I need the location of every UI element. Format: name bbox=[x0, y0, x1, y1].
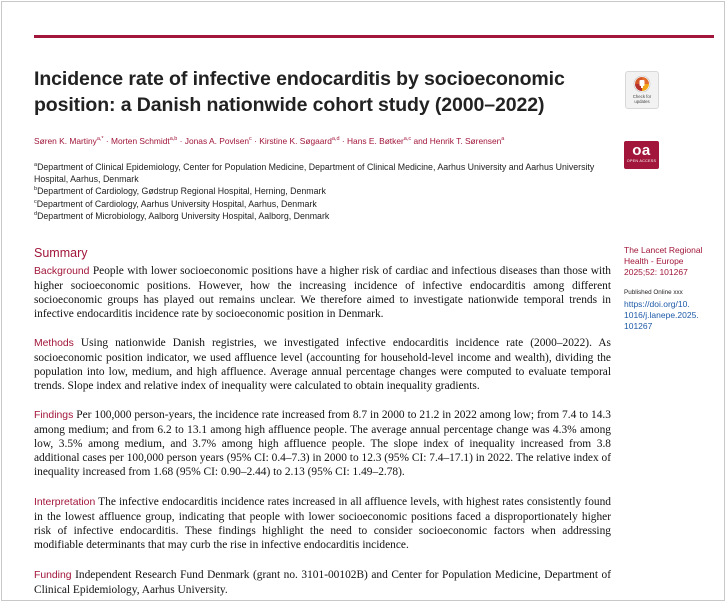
interpretation-section bbox=[34, 495, 611, 552]
background-section bbox=[34, 264, 611, 321]
methods-text: Using nationwide Danish registries, we investigated infective endocarditis incidence rate (2000–2022). As socioeconomic position indicator, we used affluence level (accounting for household-level income and wealth), dividing the population into low, medium, and high affluence. Average annual percentage changes were computed to evaluate temporal trends. Slope index and relative index of inequality were calculated to obtain inequality gradients. bbox=[34, 337, 611, 393]
author-affil: a,c bbox=[403, 136, 412, 143]
article-title: Incidence rate of infective endocarditis by socioeconomic position: a Danish nationwide cohort study (2000–2022) bbox=[34, 68, 565, 116]
findings-text: Per 100,000 person-years, the incidence rate increased from 8.7 in 2000 to 21.2 in 2022 among low; from 7.4 to 14.3 among medium; and from 6.2 to 13.1 among high affluence people. The average annual percentage change was 4.3% among low, 3.5% among medium, and 3.7% among high affluence people. The slope index of inequality increased from 3.8 additional cases per 100,000 person years (95% CI: 0.4–7.3) in 2000 to 12.3 (95% CI: 7.4–17.1) in 2022. The relative index of inequality increased from 1.68 (95% CI: 0.90–2.44) to 2.13 (95% CI: 1.49–2.78). bbox=[34, 409, 611, 479]
open-access-logo: oa bbox=[632, 142, 651, 159]
affiliation bbox=[34, 185, 624, 197]
affiliation-marker: b bbox=[34, 186, 38, 193]
sidebar-info bbox=[624, 245, 716, 332]
check-updates-icon bbox=[633, 75, 651, 93]
article-page bbox=[1, 1, 725, 601]
funding-text: Independent Research Fund Denmark (grant no. 3101-00102B) and Center for Population Medicine, Department of Clinical Epidemiology, Aarhus University. bbox=[34, 569, 611, 597]
author-affil: c bbox=[249, 136, 252, 143]
affiliation-text: Department of Cardiology, Gødstrup Regional Hospital, Herning, Denmark bbox=[37, 186, 326, 197]
author-name[interactable]: Kirstine K. Søgaard bbox=[259, 136, 332, 146]
author-affil: a,* bbox=[96, 136, 104, 143]
affiliation-marker: c bbox=[34, 198, 37, 205]
check-updates-line2: updates bbox=[634, 99, 650, 104]
header-rule bbox=[34, 35, 714, 38]
author-separator: · bbox=[254, 136, 257, 146]
author-separator: · bbox=[341, 136, 345, 146]
journal-citation bbox=[624, 245, 716, 278]
journal-name-line1: The Lancet Regional bbox=[624, 245, 703, 255]
author-name[interactable]: Jonas A. Povlsen bbox=[184, 136, 250, 146]
author-list bbox=[34, 136, 504, 146]
affiliation-text: Department of Microbiology, Aalborg University Hospital, Aalborg, Denmark bbox=[37, 210, 330, 221]
check-updates-line1: Check for bbox=[632, 94, 652, 99]
check-for-updates-badge[interactable] bbox=[625, 71, 659, 109]
author-separator: and bbox=[413, 136, 428, 146]
funding-section bbox=[34, 568, 611, 597]
methods-label: Methods bbox=[34, 338, 74, 349]
affiliation-marker: a bbox=[34, 162, 38, 169]
author-name[interactable]: Morten Schmidt bbox=[111, 136, 170, 146]
author-separator: · bbox=[179, 136, 183, 146]
affiliation-text: Department of Clinical Epidemiology, Center for Population Medicine, Department of Clinical Medicine, Aarhus University and Aarhus University Hospital, Aarhus, Denmark bbox=[34, 162, 595, 185]
methods-section bbox=[34, 336, 611, 393]
author-affil: a bbox=[501, 136, 505, 143]
affiliation-text: Department of Cardiology, Aarhus University Hospital, Aarhus, Denmark bbox=[36, 198, 317, 209]
summary-heading: Summary bbox=[34, 246, 88, 260]
author-name[interactable]: Henrik T. Sørensen bbox=[429, 136, 502, 146]
author-name[interactable]: Søren K. Martiny bbox=[34, 136, 97, 146]
findings-label: Findings bbox=[34, 410, 74, 421]
doi-line1: https://doi.org/10. bbox=[624, 299, 690, 309]
affiliation bbox=[34, 198, 624, 210]
journal-volume: 2025;52: 101267 bbox=[624, 267, 688, 277]
doi-link[interactable] bbox=[624, 299, 716, 332]
affiliation bbox=[34, 210, 624, 222]
findings-section bbox=[34, 408, 611, 479]
background-label: Background bbox=[34, 266, 90, 277]
doi-line3: 101267 bbox=[624, 321, 653, 331]
affiliation bbox=[34, 161, 624, 185]
funding-label: Funding bbox=[34, 570, 72, 581]
author-separator: · bbox=[105, 136, 109, 146]
open-access-label: OPEN ACCESS bbox=[626, 159, 657, 163]
journal-name-line2: Health - Europe bbox=[624, 256, 684, 266]
author-affil: a,b bbox=[169, 136, 178, 143]
doi-line2: 1016/j.lanepe.2025. bbox=[624, 310, 699, 320]
affiliations bbox=[34, 161, 624, 222]
interpretation-label: Interpretation bbox=[34, 497, 96, 508]
open-access-badge bbox=[624, 141, 659, 169]
published-online: Published Online xxx bbox=[624, 289, 683, 296]
interpretation-text: The infective endocarditis incidence rates increased in all affluence levels, with highest rates consistently found in the lowest affluence group, indicating that people with lower socioeconomic positions faced a disproportionately higher risk of infective endocarditis. These findings highlight the need to consider socioeconomic factors when addressing modifiable determinants that may curb the rise in infective endocarditis incidence. bbox=[34, 496, 611, 552]
author-name[interactable]: Hans E. Bøtker bbox=[346, 136, 404, 146]
affiliation-marker: d bbox=[34, 210, 38, 217]
author-affil: a,d bbox=[331, 136, 340, 143]
background-text: People with lower socioeconomic positions have a higher risk of cardiac and infectious diseases than those with higher socioeconomic positions. However, how the increasing incidence of infective endocarditis among different socioeconomic groups has played out remains unclear. We therefore aimed to investigate nationwide temporal trends in infective endocarditis incidence rate by socioeconomic position in Denmark. bbox=[34, 265, 611, 321]
